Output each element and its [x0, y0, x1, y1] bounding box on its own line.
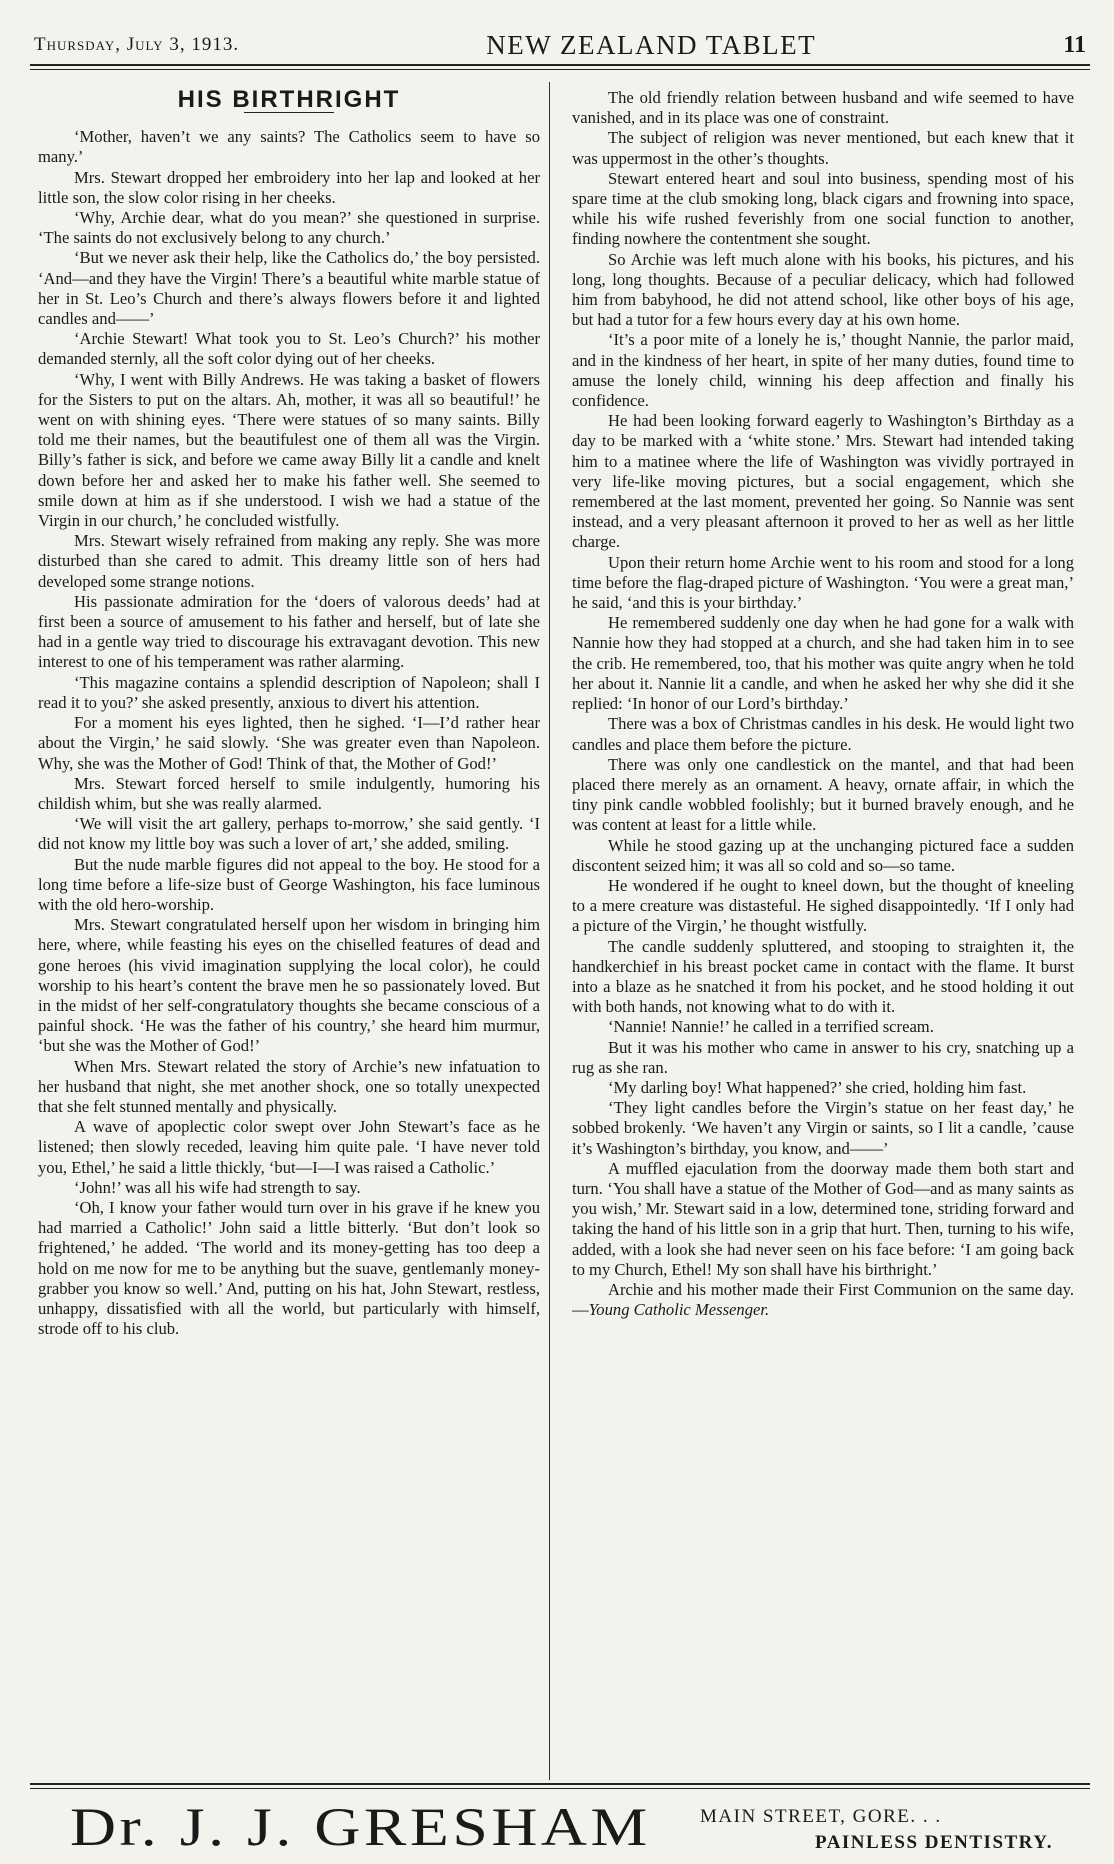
advertiser-tagline: PAINLESS DENTISTRY.	[815, 1832, 1053, 1853]
advertiser-address: MAIN STREET, GORE. . .	[700, 1806, 942, 1827]
story-paragraph: Mrs. Stewart wisely refrained from making any reply. She was more disturbed than she cared to admit. This dreamy little son of hers had developed some strange notions.	[38, 531, 540, 591]
story-paragraph: Upon their return home Archie went to his room and stood for a long time before the flag-draped picture of Washington. ‘You were a great man,’ he said, ‘and this is your birthday.’	[572, 552, 1074, 613]
left-column-paragraphs	[38, 127, 540, 1339]
story-paragraph: But the nude marble figures did not appeal to the boy. He stood for a long time before a life-size bust of George Washington, his face luminous with the old hero-worship.	[38, 854, 540, 914]
story-paragraph: ‘It’s a poor mite of a lonely he is,’ thought Nannie, the parlor maid, and in the kindness of her heart, in spite of her many duties, found time to amuse the lonely child, winning his deep affection and finally his confidence.	[572, 330, 1074, 411]
story-paragraph: When Mrs. Stewart related the story of Archie’s new infatuation to her husband that night, she met another shock, one so totally unexpected that she felt stunned mentally and physically.	[38, 1056, 540, 1116]
story-paragraph: The candle suddenly spluttered, and stooping to straighten it, the handkerchief in his breast pocket came in contact with the flame. It burst into a blaze as he snatched it from his pocket, and he stood holding it out with both hands, not knowing what to do with it.	[572, 936, 1074, 1017]
story-paragraph: Mrs. Stewart congratulated herself upon her wisdom in bringing him here, where, while feasting his eyes on the chiselled features of dead and gone heroes (his vivid imagination supplying the local color), he could worship to his heart’s content the brave men he so passionately loved. But in the midst of her self-congratulatory thoughts she became conscious of a painful shock. ‘He was the father of his country,’ she heard him murmur, ‘but she was the Mother of God!’	[38, 915, 540, 1056]
story-paragraph: ‘But we never ask their help, like the Catholics do,’ the boy persisted. ‘And—and they have the Virgin! There’s a beautiful white marble statue of her in St. Leo’s Church and there’s always flowers before it and lighted candles and——’	[38, 248, 540, 329]
issue-date: Thursday, July 3, 1913.	[34, 34, 240, 55]
story-paragraph: ‘This magazine contains a splendid description of Napoleon; shall I read it to you?’ she asked presently, anxious to divert his attention.	[38, 672, 540, 712]
story-paragraph: He had been looking forward eagerly to Washington’s Birthday as a day to be marked with a ‘white stone.’ Mrs. Stewart had intended taking him to a matinee where the life of Washington was vividly portrayed in very life-like moving pictures, but a social engagement, which she remembered at the last moment, prevented her going. So Nannie was sent instead, and a very pleasant afternoon it proved to her as well as her little charge.	[572, 411, 1074, 552]
advertiser-name: Dr. J. J. GRESHAM	[70, 1797, 651, 1857]
story-paragraph: A wave of apoplectic color swept over John Stewart’s face as he listened; then slowly receded, leaving him quite pale. ‘I have never told you, Ethel,’ he said a little thickly, ‘but—I—I was raised a Catholic.’	[38, 1117, 540, 1177]
story-source: Young Catholic Messenger.	[588, 1300, 770, 1320]
story-paragraph: ‘Mother, haven’t we any saints? The Catholics seem to have so many.’	[38, 127, 540, 167]
advertisement	[60, 1792, 1090, 1858]
story-paragraph: For a moment his eyes lighted, then he sighed. ‘I—I’d rather hear about the Virgin,’ he said slowly. ‘She was greater even than Napoleon. Why, she was the Mother of God! Think of that, the Mother of God!’	[38, 713, 540, 773]
story-title: HIS BIRTHRIGHT	[177, 88, 401, 113]
story-paragraph: ‘We will visit the art gallery, perhaps to-morrow,’ she said gently. ‘I did not know my little boy was such a lover of art,’ she added, smiling.	[38, 814, 540, 854]
footer-rule	[30, 1783, 1090, 1785]
story-paragraph: There was a box of Christmas candles in his desk. He would light two candles and place them before the picture.	[572, 714, 1074, 754]
page-number: 11	[1063, 31, 1086, 58]
closing-text: Archie and his mother made their First Communion on the same day.—	[572, 1279, 1074, 1320]
story-paragraph: Mrs. Stewart dropped her embroidery into her lap and looked at her little son, the slow color rising in her cheeks.	[38, 167, 540, 207]
masthead	[34, 28, 1086, 62]
story-paragraph: There was only one candlestick on the mantel, and that had been placed there merely as an ornament. A heavy, ornate affair, in which the tiny pink candle wobbled foolishly; but it burned bravely enough, and he was content at least for a little while.	[572, 754, 1074, 835]
story-closing	[572, 1280, 1074, 1320]
story-paragraph: But it was his mother who came in answer to his cry, snatching up a rug as she ran.	[572, 1037, 1074, 1077]
story-paragraph: A muffled ejaculation from the doorway made them both start and turn. ‘You shall have a statue of the Mother of God—and as many saints as you wish,’ Mr. Stewart said in a low, determined tone, striding forward and taking the hand of his little son in a grip that hurt. Then, turning to his wife, added, with a look she had never seen on his face before: ‘I am going back to my Church, Ethel! My son shall have his birthright.’	[572, 1158, 1074, 1279]
story-paragraph: Mrs. Stewart forced herself to smile indulgently, humoring his childish whim, but she was really alarmed.	[38, 773, 540, 813]
header-rule-thin	[30, 69, 1090, 70]
footer-rule-thin	[30, 1788, 1090, 1789]
column-divider	[549, 82, 550, 1780]
right-column	[572, 88, 1074, 1778]
story-paragraph: ‘My darling boy! What happened?’ she cried, holding him fast.	[608, 1077, 1027, 1097]
story-paragraph: The subject of religion was never mentioned, but each knew that it was uppermost in the other’s thoughts.	[572, 128, 1074, 168]
story-paragraph: He wondered if he ought to kneel down, but the thought of kneeling to a mere creature was distasteful. He sighed disappointedly. ‘If I only had a picture of the Virgin,’ he thought wistfully.	[572, 875, 1074, 936]
story-paragraph: ‘John!’ was all his wife had strength to say.	[74, 1177, 361, 1197]
left-column	[38, 88, 540, 1778]
story-paragraph: ‘Oh, I know your father would turn over in his grave if he knew you had married a Catholic!’ John said a little bitterly. ‘But don’t look so frightened,’ he added. ‘The world and its money-getting has too deep a hold on me now for me to be anything but the suave, gentlemanly money-grabber you know so well.’ And, putting on his hat, John Stewart, restless, unhappy, dissatisfied with all the world, but particularly with himself, strode off to his club.	[38, 1197, 540, 1339]
story-paragraph: While he stood gazing up at the unchanging pictured face a sudden discontent seized him; it was all so cold and so—so tame.	[572, 835, 1074, 875]
story-paragraph: His passionate admiration for the ‘doers of valorous deeds’ had at first been a source of amusement to his father and herself, but of late she had in a gentle way tried to discourage his extravagant devotion. This new interest to one of his temperament was rather alarming.	[38, 591, 540, 672]
story-paragraph: ‘They light candles before the Virgin’s statue on her feast day,’ he sobbed brokenly. ‘We haven’t any Virgin or saints, so I lit a candle, ’cause it’s Washington’s birthday, you know, and——’	[572, 1098, 1074, 1158]
story-paragraph: ‘Why, Archie dear, what do you mean?’ she questioned in surprise. ‘The saints do not exclusively belong to any church.’	[38, 208, 540, 248]
right-column-paragraphs	[572, 88, 1074, 1280]
story-paragraph: So Archie was left much alone with his books, his pictures, and his long, long thoughts. Because of a peculiar delicacy, which had followed him from babyhood, he did not attend school, like other boys of his age, but had a tutor for a few hours every day at his own home.	[572, 249, 1074, 330]
story-paragraph: The old friendly relation between husband and wife seemed to have vanished, and in its place was one of constraint.	[572, 88, 1074, 128]
story-paragraph: Stewart entered heart and soul into business, spending most of his spare time at the club smoking long, black cigars and frowning into space, while his wife rushed feverishly from one social function to another, finding nowhere the contentment she sought.	[572, 168, 1074, 249]
story-paragraph: ‘Nannie! Nannie!’ he called in a terrified scream.	[608, 1017, 934, 1037]
publication-title: NEW ZEALAND TABLET	[486, 29, 817, 60]
story-paragraph: He remembered suddenly one day when he had gone for a walk with Nannie how they had stopped at a church, and she had taken him in to see the crib. He remembered, too, that his mother was quite angry when he told her about it. Nannie lit a candle, and when he asked her why she did it she replied: ‘In honor of our Lord’s birthday.’	[572, 613, 1074, 714]
story-paragraph: ‘Why, I went with Billy Andrews. He was taking a basket of flowers for the Sisters to put on the altars. Ah, mother, it was all so beautiful!’ he went on with shining eyes. ‘There were statues of so many saints. Billy told me their names, but the beautifulest one of them all was the Virgin. Billy’s father is sick, and before we came away Billy lit a candle and knelt down before her and asked her to make his father well. She seemed to smile down at him as if she understood. I wish we had a statue of the Virgin in our church,’ he concluded wistfully.	[38, 369, 540, 531]
story-paragraph: ‘Archie Stewart! What took you to St. Leo’s Church?’ his mother demanded sternly, all the soft color dying out of her cheeks.	[38, 329, 540, 369]
header-rule	[30, 64, 1090, 66]
